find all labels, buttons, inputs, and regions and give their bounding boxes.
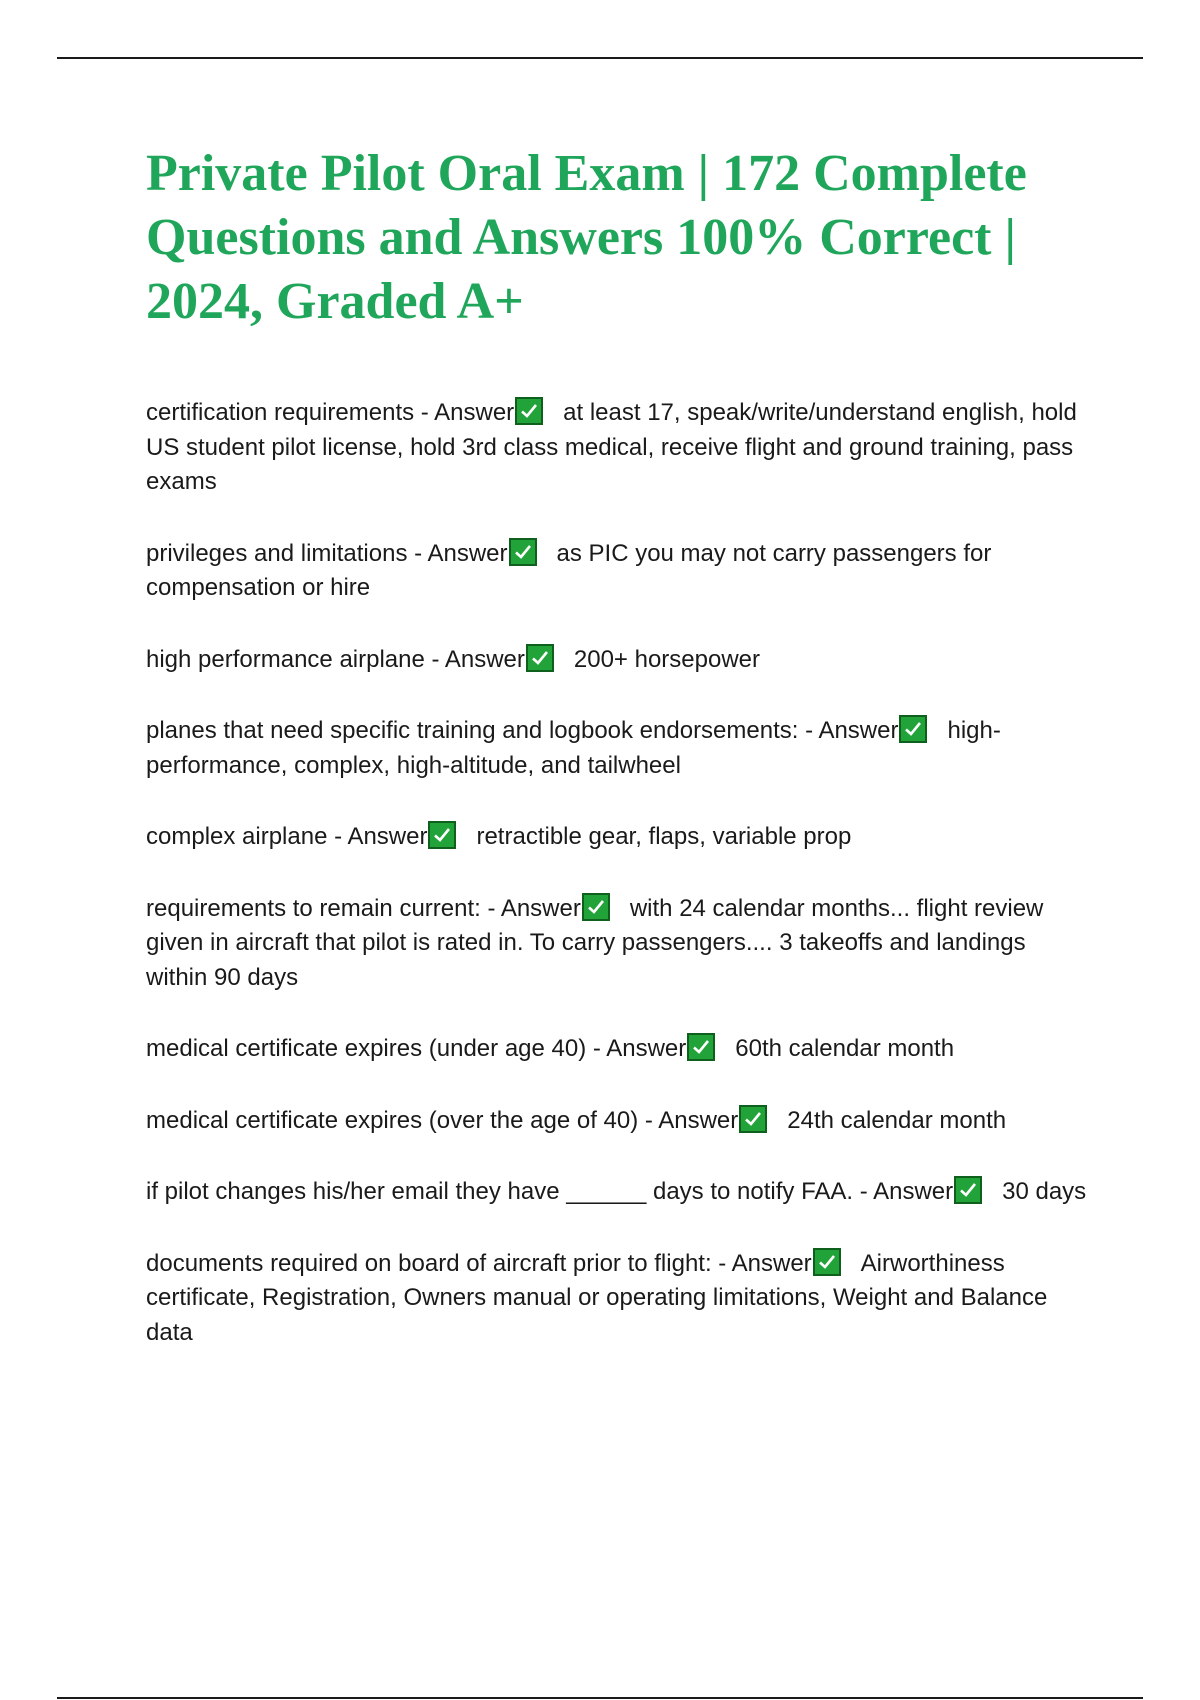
- answer-separator: - Answer: [480, 894, 581, 922]
- qa-item: [146, 396, 1090, 500]
- answer-text: 200+ horsepower: [573, 645, 761, 673]
- qa-item: [146, 892, 1090, 996]
- answer-separator: - Answer: [853, 1178, 954, 1205]
- qa-list: [146, 396, 1090, 1387]
- answer-text: 60th calendar month: [735, 1035, 955, 1062]
- question-text: high performance airplane: [146, 645, 425, 673]
- answer-separator: - Answer: [638, 1106, 739, 1134]
- answer-text: retractible gear, flaps, variable prop: [476, 823, 852, 850]
- answer-text: as PIC you may not carry passengers for compensation or hire: [146, 539, 992, 601]
- question-text: if pilot changes his/her email they have ______ days to notify FAA.: [146, 1178, 854, 1205]
- top-rule: [57, 57, 1143, 59]
- answer-text: with 24 calendar months... flight review given in aircraft that pilot is rated in. To carry passengers.... 3 takeoffs and landings within 90 days: [146, 894, 1044, 991]
- qa-item: [146, 714, 1090, 783]
- question-text: certification requirements: [146, 399, 415, 426]
- question-text: privileges and limitations: [146, 539, 408, 567]
- question-text: medical certificate expires (over the age of 40): [146, 1106, 639, 1134]
- answer-separator: - Answer: [711, 1249, 812, 1277]
- answer-text: Airworthiness certificate, Registration, Owners manual or operating limitations, Weight and Balance data: [146, 1249, 1048, 1346]
- check-mark-icon: [526, 644, 554, 672]
- question-text: complex airplane: [146, 823, 328, 850]
- document-title: Private Pilot Oral Exam | 172 Complete Questions and Answers 100% Correct | 2024, Graded A+: [146, 145, 1027, 330]
- check-mark-icon: [899, 715, 927, 743]
- question-text: requirements to remain current:: [146, 894, 481, 922]
- check-mark-icon: [739, 1105, 767, 1133]
- answer-separator: - Answer: [586, 1035, 687, 1062]
- qa-item: [146, 1032, 1090, 1067]
- answer-separator: - Answer: [327, 823, 428, 850]
- answer-separator: - Answer: [798, 717, 899, 744]
- check-mark-icon: [813, 1248, 841, 1276]
- qa-item: [146, 1104, 1090, 1139]
- check-mark-icon: [954, 1176, 982, 1204]
- qa-item: [146, 1175, 1090, 1210]
- check-mark-icon: [428, 821, 456, 849]
- check-mark-icon: [582, 893, 610, 921]
- qa-item: [146, 643, 1090, 678]
- answer-text: 30 days: [1002, 1178, 1087, 1205]
- answer-text: high-performance, complex, high-altitude, and tailwheel: [146, 717, 1001, 779]
- check-mark-icon: [515, 397, 543, 425]
- answer-separator: - Answer: [414, 399, 515, 426]
- qa-item: [146, 820, 1090, 855]
- question-text: documents required on board of aircraft prior to flight:: [146, 1249, 712, 1277]
- check-mark-icon: [687, 1033, 715, 1061]
- answer-text: 24th calendar month: [787, 1106, 1007, 1134]
- qa-item: [146, 537, 1090, 606]
- bottom-rule: [57, 1697, 1143, 1699]
- answer-separator: - Answer: [407, 539, 508, 567]
- question-text: planes that need specific training and logbook endorsements:: [146, 717, 799, 744]
- check-mark-icon: [509, 538, 537, 566]
- qa-item: [146, 1247, 1090, 1351]
- answer-separator: - Answer: [424, 645, 525, 673]
- answer-text: at least 17, speak/write/understand english, hold US student pilot license, hold 3rd class medical, receive flight and ground training, pass exams: [146, 399, 1077, 495]
- question-text: medical certificate expires (under age 40): [146, 1035, 587, 1062]
